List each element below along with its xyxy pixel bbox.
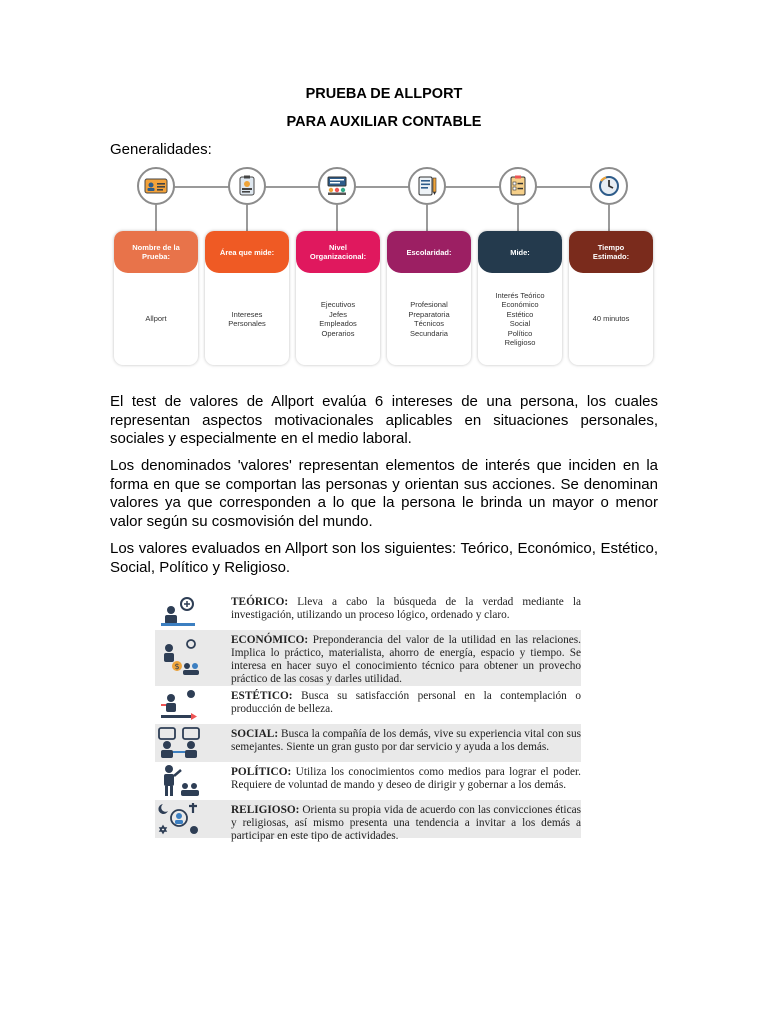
social-icon xyxy=(157,726,201,760)
card-body: Ejecutivos Jefes Empleados Operarios xyxy=(319,300,357,338)
meeting-icon xyxy=(318,167,356,205)
generalities-label: Generalidades: xyxy=(110,141,212,158)
clock-icon xyxy=(590,167,628,205)
aesthetic-icon xyxy=(157,689,201,721)
theoretical-icon xyxy=(157,596,201,628)
document-pencil-icon xyxy=(408,167,446,205)
economic-icon xyxy=(157,638,201,680)
value-row-religious xyxy=(155,800,581,842)
value-name: SOCIAL: xyxy=(231,728,279,740)
card-body: 40 minutos xyxy=(592,314,630,324)
value-name: POLÍTICO: xyxy=(231,766,292,778)
value-description: Preponderancia del valor de la utilidad en las relaciones. Implica lo práctico, materialista, ahorro de energía, espacio y tiempo. Se interesa en hacer suyo el conocimiento técnico para obtener un provecho práctico de las cosas y darles utilidad. xyxy=(231,634,581,685)
value-row-political xyxy=(155,762,581,800)
connector-line xyxy=(156,186,616,188)
info-card-education xyxy=(387,231,471,365)
value-row-theoretical xyxy=(155,592,581,630)
card-header: Área que mide: xyxy=(205,231,289,273)
info-card-time xyxy=(569,231,653,365)
paragraph-values: Los denominados 'valores' representan elementos de interés que inciden en la forma en que se comportan las personas y orientan sus acciones. Se denominan valores ya que corresponden a lo que la persona le brinda un mayor o menor valor según su cosmovisión del mundo. xyxy=(110,457,658,530)
checklist-icon xyxy=(499,167,537,205)
clipboard-person-icon xyxy=(228,167,266,205)
value-description: Busca la compañía de los demás, vive su experiencia vital con sus semejantes. Siente un gran gusto por dar servicio y ayuda a los demás. xyxy=(231,728,581,753)
svg-text:$: $ xyxy=(174,662,180,671)
document-title: PRUEBA DE ALLPORT xyxy=(305,86,463,102)
value-row-social xyxy=(155,724,581,762)
card-header: Nivel Organizacional: xyxy=(296,231,380,273)
value-name: TEÓRICO: xyxy=(231,596,289,608)
card-header: Escolaridad: xyxy=(387,231,471,273)
value-description: Lleva a cabo la búsqueda de la verdad mediante la investigación, utilizando un proceso lógico, ordenado y claro. xyxy=(231,596,581,621)
value-row-economic xyxy=(155,630,581,686)
card-header: Mide: xyxy=(478,231,562,273)
value-name: RELIGIOSO: xyxy=(231,804,300,816)
generalities-infographic xyxy=(110,165,658,370)
card-body: Interés Teórico Económico Estético Social Político Religioso xyxy=(495,290,545,347)
document-subtitle: PARA AUXILIAR CONTABLE xyxy=(286,114,482,130)
paragraph-list: Los valores evaluados en Allport son los siguientes: Teórico, Económico, Estético, Social, Político y Religioso. xyxy=(110,540,658,576)
card-body: Intereses Personales xyxy=(228,309,266,328)
value-name: ESTÉTICO: xyxy=(231,690,293,702)
info-card-name xyxy=(114,231,198,365)
info-card-level xyxy=(296,231,380,365)
value-description: Orienta su propia vida de acuerdo con las convicciones éticas y religiosas, así mismo presenta una tendencia a invitar a los demás a participar en este tipo de actividades. xyxy=(231,804,581,842)
card-header: Nombre de la Prueba: xyxy=(114,231,198,273)
info-card-measures xyxy=(478,231,562,365)
card-body: Allport xyxy=(145,314,167,324)
card-header: Tiempo Estimado: xyxy=(569,231,653,273)
religious-icon xyxy=(157,802,201,836)
card-body: Profesional Preparatoria Técnicos Secundaria xyxy=(408,300,450,338)
value-row-aesthetic xyxy=(155,686,581,724)
paragraph-intro: El test de valores de Allport evalúa 6 intereses de una persona, los cuales representan aspectos motivacionales aplicables en situaciones personales, sociales y especialmente en el medio laboral. xyxy=(110,393,658,447)
political-icon xyxy=(157,764,201,798)
value-name: ECONÓMICO: xyxy=(231,634,309,646)
value-description: Busca su satisfacción personal en la contemplación o producción de belleza. xyxy=(231,690,581,715)
id-card-icon xyxy=(137,167,175,205)
value-description: Utiliza los conocimientos como medios para lograr el poder. Requiere de voluntad de mando y deseo de dirigir y gobernar a los demás. xyxy=(231,766,581,791)
info-card-area xyxy=(205,231,289,365)
values-table xyxy=(155,592,581,842)
